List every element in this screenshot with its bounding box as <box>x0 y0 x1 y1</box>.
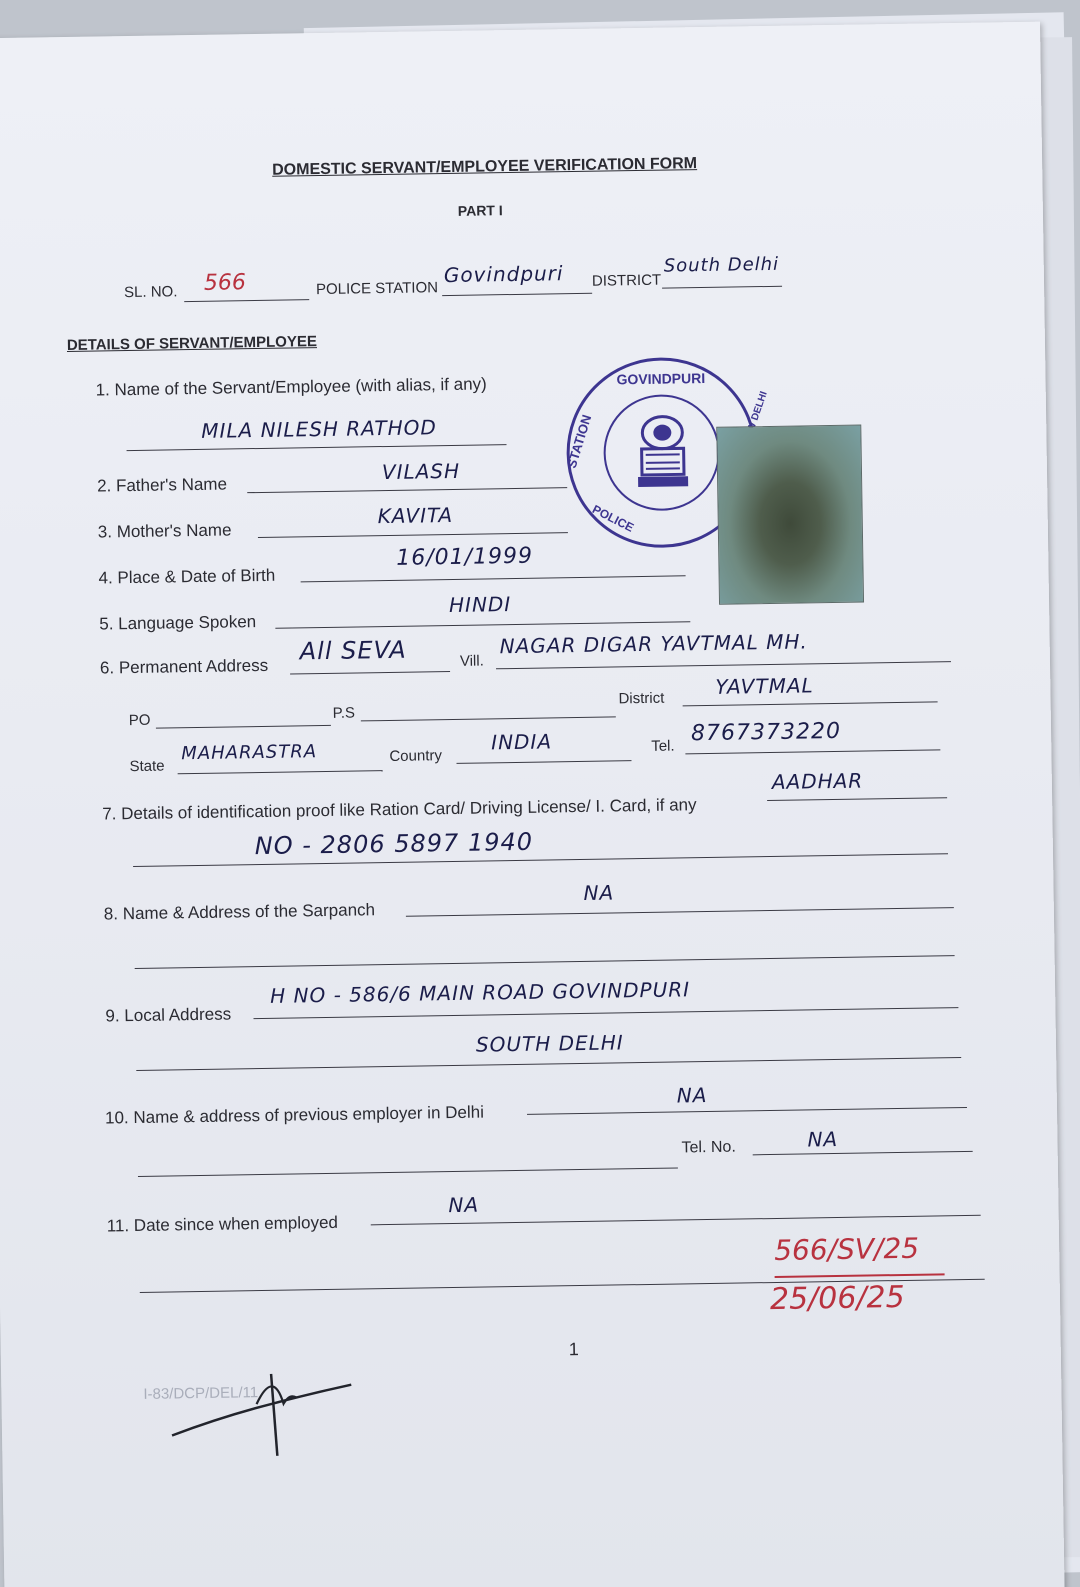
form-title: DOMESTIC SERVANT/EMPLOYEE VERIFICATION FORM <box>272 155 698 179</box>
annotation-ref: 566/SV/25 <box>773 1231 920 1267</box>
field-9-value-b: SOUTH DELHI <box>475 1030 624 1057</box>
field-9-line-a <box>253 1007 958 1019</box>
country-label: Country <box>389 747 443 765</box>
field-2-label: 2. Father's Name <box>96 474 228 496</box>
district-label: DISTRICT <box>591 271 662 290</box>
sl-no-label: SL. NO. <box>123 283 178 302</box>
field-10-tel-value: NA <box>807 1126 839 1152</box>
field-6-value-a: All SEVA <box>299 635 407 666</box>
page-number: 1 <box>568 1339 579 1360</box>
signature-icon <box>161 1363 363 1466</box>
district-field-value: YAVTMAL <box>715 673 814 699</box>
field-1-line <box>127 444 507 451</box>
field-9-line-b <box>136 1057 961 1071</box>
field-3-line <box>258 532 568 538</box>
field-6-line-b <box>496 661 951 669</box>
field-8-line-b <box>135 955 955 969</box>
field-1-value: MILA NILESH RATHOD <box>201 415 438 443</box>
field-5-line <box>275 621 690 629</box>
police-station-value: Govindpuri <box>443 261 564 288</box>
field-10-value: NA <box>676 1083 708 1108</box>
field-4-label: 4. Place & Date of Birth <box>98 565 276 588</box>
field-9-label: 9. Local Address <box>105 1004 232 1026</box>
field-3-label: 3. Mother's Name <box>97 520 232 542</box>
field-10-tel-label: Tel. No. <box>681 1138 736 1157</box>
state-label: State <box>129 757 165 776</box>
field-1-label: 1. Name of the Servant/Employee (with alias, if any) <box>95 374 487 400</box>
field-10-line-a <box>527 1107 967 1115</box>
footer-code: I-83/DCP/DEL/11 <box>143 1384 259 1403</box>
field-10-tel-line <box>753 1151 973 1155</box>
district-field-line <box>683 701 938 706</box>
field-3-value: KAVITA <box>377 502 454 529</box>
police-station-line <box>442 293 592 296</box>
field-10-label: 10. Name & address of previous employer in Delhi <box>104 1102 485 1128</box>
person-photo <box>716 425 864 605</box>
tel-label: Tel. <box>651 737 675 755</box>
field-7-value-b: NO - 2806 5897 1940 <box>254 827 534 861</box>
field-5-label: 5. Language Spoken <box>99 612 257 634</box>
district-value: South Delhi <box>663 253 780 277</box>
district-line <box>662 286 782 289</box>
country-line <box>457 760 632 764</box>
field-4-value: 16/01/1999 <box>396 543 534 571</box>
field-8-label: 8. Name & Address of the Sarpanch <box>103 900 376 924</box>
annotation-divider <box>775 1273 945 1278</box>
field-6-line-a <box>290 671 450 675</box>
ps-label: P.S <box>332 704 356 722</box>
field-5-value: HINDI <box>448 592 512 618</box>
field-10-line-b <box>138 1168 678 1177</box>
field-7-line-a <box>767 797 947 801</box>
country-value: INDIA <box>490 729 553 755</box>
field-7-value-a: AADHAR <box>771 768 864 794</box>
field-11-value: NA <box>448 1192 480 1218</box>
annotation-date: 25/06/25 <box>769 1279 905 1318</box>
field-9-value-a: H NO - 586/6 MAIN ROAD GOVINDPURI <box>269 977 691 1008</box>
po-line <box>156 725 331 729</box>
field-4-line <box>301 575 686 582</box>
field-6-label: 6. Permanent Address <box>99 655 269 678</box>
stamp-bottom-text: POLICE <box>589 502 637 535</box>
field-8-value: NA <box>583 880 615 905</box>
field-2-value: VILASH <box>381 458 461 485</box>
form-part: PART I <box>457 202 503 219</box>
national-emblem-icon <box>627 410 698 497</box>
tel-value: 8767373220 <box>690 718 842 747</box>
field-2-line <box>247 487 567 493</box>
sl-no-line <box>184 299 309 302</box>
ps-line <box>361 716 616 721</box>
stamp-top-text: GOVINDPURI <box>616 369 706 388</box>
po-label: PO <box>128 711 151 730</box>
district-field-label: District <box>618 689 665 708</box>
form-page <box>0 22 1065 1587</box>
field-11-label: 11. Date since when employed <box>106 1212 339 1236</box>
vill-label: Vill. <box>459 652 484 670</box>
stamp-left-text: STATION <box>563 412 595 471</box>
field-8-line-a <box>406 907 954 917</box>
section-title: DETAILS OF SERVANT/EMPLOYEE <box>66 333 318 354</box>
field-7-label: 7. Details of identification proof like Ration Card/ Driving License/ I. Card, if any <box>102 795 697 824</box>
tel-line <box>685 749 940 754</box>
field-6-value-b: NAGAR DIGAR YAVTMAL MH. <box>499 629 808 659</box>
state-line <box>178 770 383 774</box>
sl-no-value: 566 <box>203 270 247 296</box>
police-station-label: POLICE STATION <box>315 279 439 299</box>
state-value: MAHARASTRA <box>181 741 318 765</box>
